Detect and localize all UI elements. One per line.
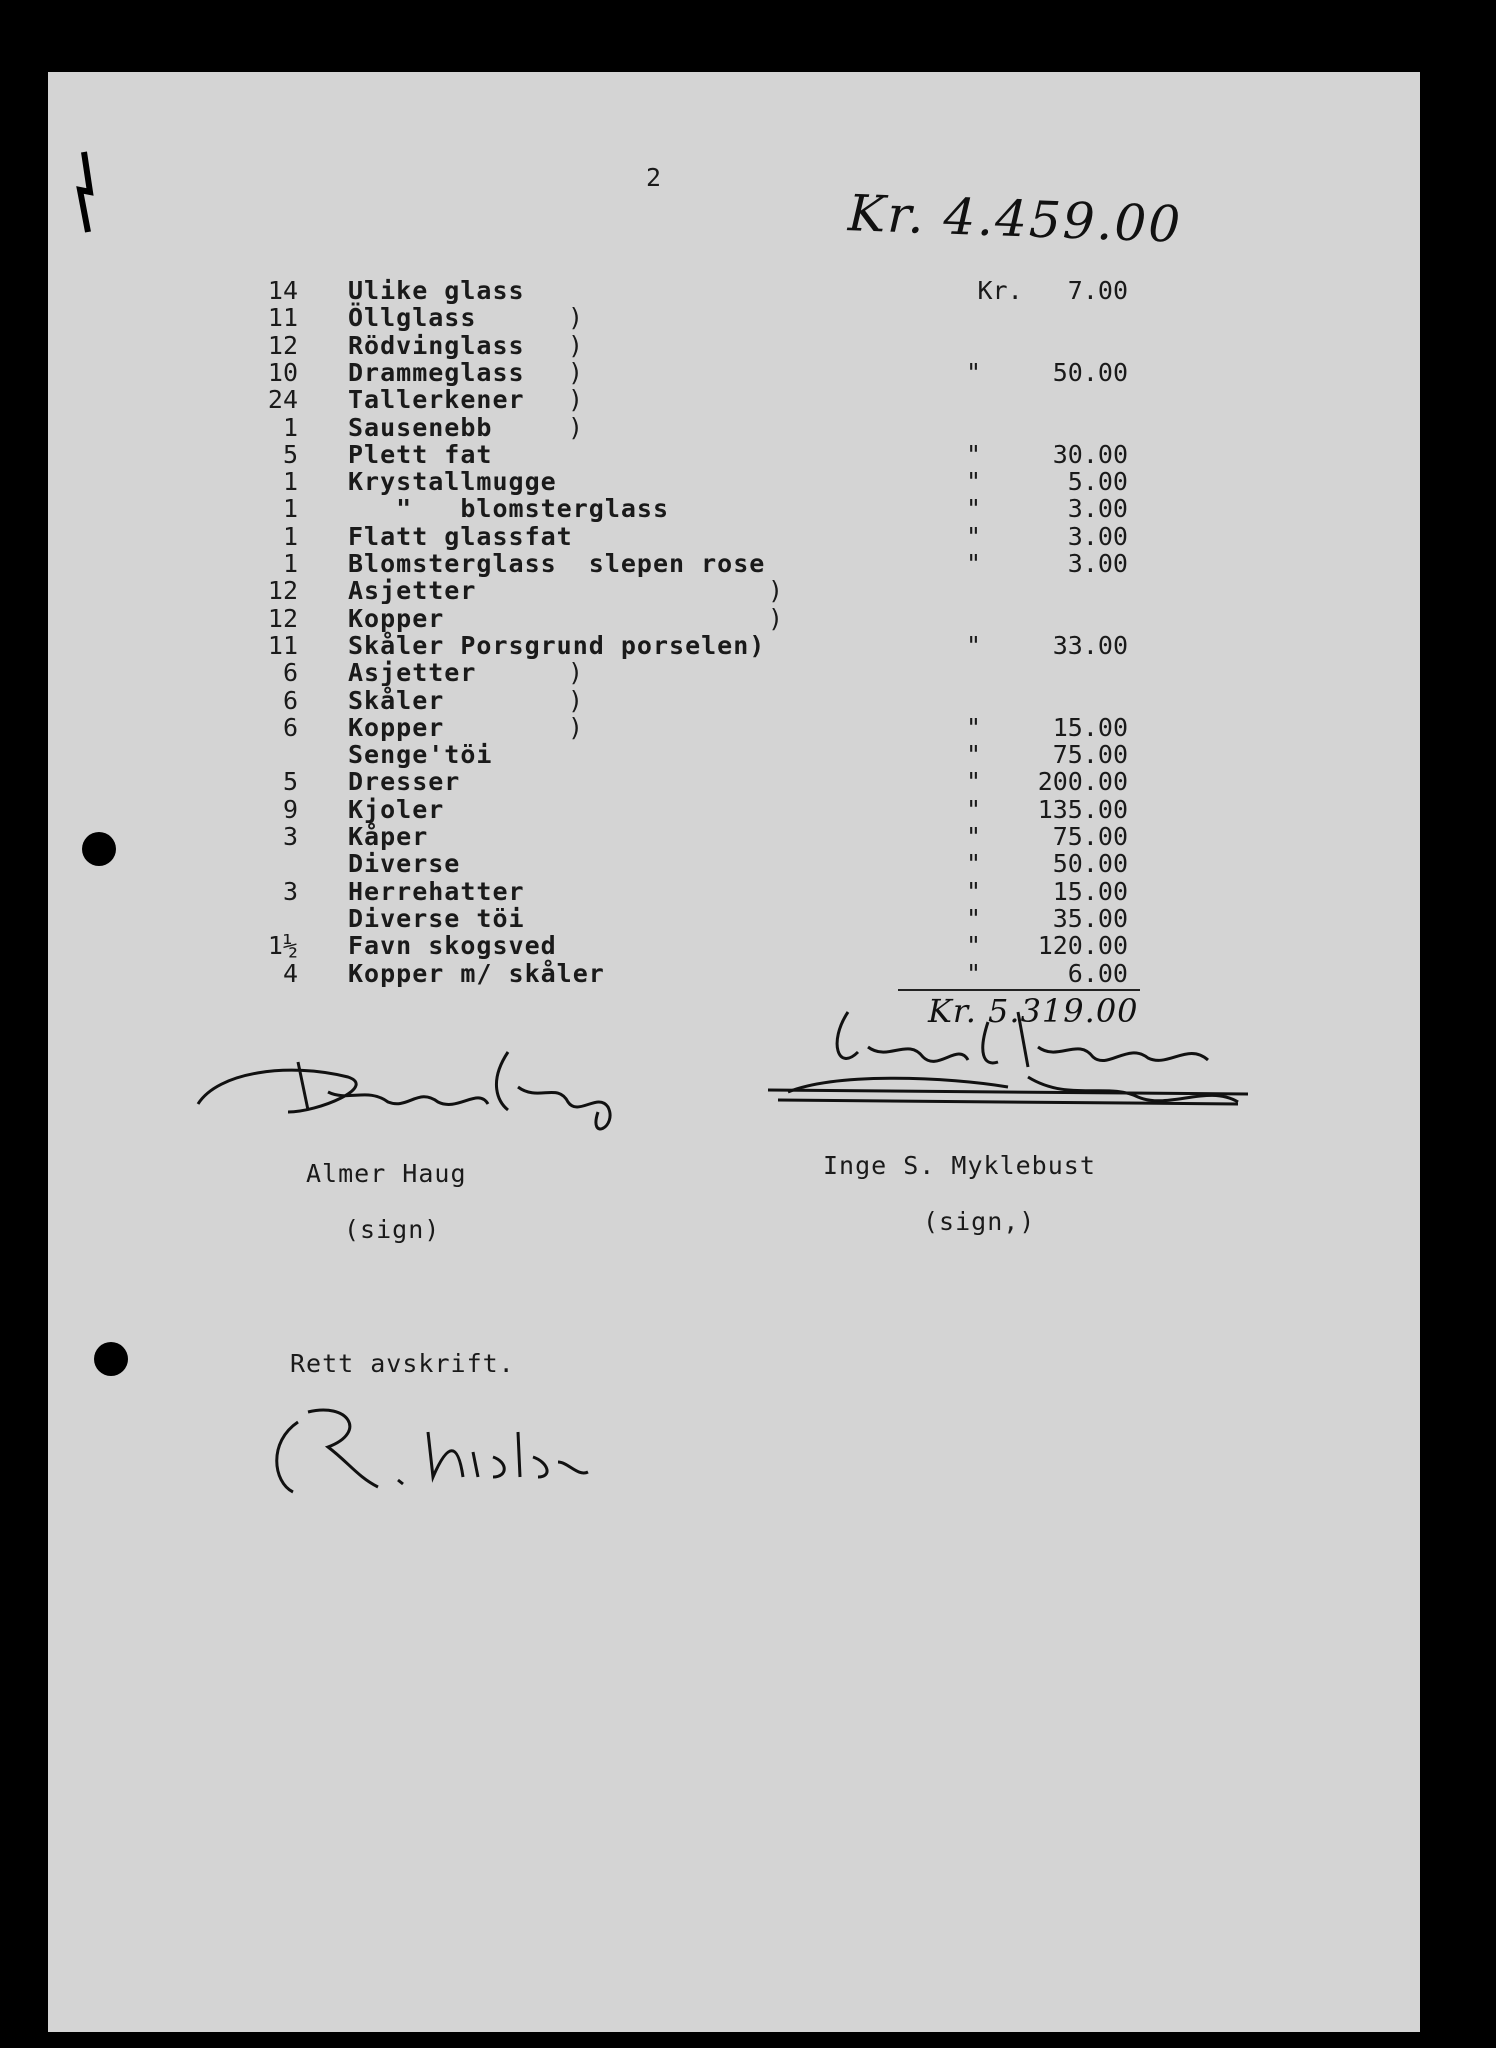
item-name: Kopper	[348, 712, 445, 742]
item-quantity: 3	[282, 822, 298, 851]
item-name: Asjetter	[348, 658, 477, 688]
item-quantity: 11	[267, 630, 298, 660]
ditto-mark: "	[966, 494, 982, 524]
item-amount: 35.00	[1052, 903, 1128, 933]
left-signature	[178, 1032, 638, 1152]
item-name: Favn skogsved	[348, 931, 557, 961]
ditto-mark: "	[966, 903, 982, 933]
page-number: 2	[646, 163, 663, 192]
item-name: Senge'töi	[348, 740, 493, 770]
right-signature	[748, 992, 1268, 1142]
page-edge-mark	[76, 152, 116, 232]
item-name: Drammeglass	[348, 357, 525, 387]
item-name: Blomsterglass slepen rose	[348, 549, 766, 578]
item-amount: 50.00	[1052, 849, 1128, 879]
ditto-mark: "	[966, 740, 982, 770]
item-name: Herrehatter	[348, 876, 525, 906]
total-underline	[898, 989, 1140, 991]
item-quantity: 1½	[267, 931, 298, 961]
group-bracket: )	[568, 357, 584, 387]
item-name: Plett fat	[348, 439, 493, 469]
item-amount: 3.00	[1067, 521, 1128, 551]
item-quantity: 1	[282, 494, 298, 524]
ditto-mark: "	[966, 876, 982, 906]
item-name: Öllglass	[348, 303, 477, 333]
left-signer-note: (sign)	[344, 1215, 441, 1244]
item-name: Diverse töi	[348, 903, 525, 933]
item-name: Kåper	[348, 822, 429, 851]
punch-hole-bottom	[94, 1342, 128, 1376]
ditto-mark: "	[966, 630, 982, 660]
item-amount: Kr. 7.00	[977, 276, 1128, 305]
punch-hole-top	[82, 832, 116, 866]
item-amount: 33.00	[1052, 630, 1128, 660]
item-name: " blomsterglass	[348, 494, 670, 524]
item-quantity: 11	[267, 303, 298, 333]
ditto-mark: "	[966, 958, 982, 988]
ditto-mark: "	[966, 931, 982, 961]
item-quantity: 12	[267, 603, 298, 633]
item-quantity: 1	[282, 521, 298, 551]
item-quantity: 12	[267, 330, 298, 360]
group-bracket: )	[768, 576, 784, 606]
item-amount: 135.00	[1037, 794, 1128, 824]
item-quantity: 5	[282, 767, 298, 797]
item-name: Skåler	[348, 685, 445, 715]
ditto-mark: "	[966, 822, 982, 851]
item-name: Skåler Porsgrund porselen)	[348, 630, 766, 660]
item-amount: 30.00	[1052, 439, 1128, 469]
group-bracket: )	[568, 330, 584, 360]
item-amount: 15.00	[1052, 712, 1128, 742]
group-bracket: )	[568, 412, 584, 442]
item-amount: 6.00	[1067, 958, 1128, 988]
item-quantity: 4	[282, 958, 298, 988]
item-quantity: 10	[267, 357, 298, 387]
item-name: Asjetter	[348, 576, 477, 606]
ditto-mark: "	[966, 467, 982, 497]
item-amount: 200.00	[1037, 767, 1128, 797]
ditto-mark: "	[966, 549, 982, 578]
ditto-mark: "	[966, 767, 982, 797]
item-amount: 120.00	[1037, 931, 1128, 961]
item-quantity: 24	[267, 385, 298, 415]
item-quantity: 1	[282, 549, 298, 578]
item-amount: 3.00	[1067, 549, 1128, 578]
item-name: Kopper m/ skåler	[348, 958, 605, 988]
item-name: Diverse	[348, 849, 461, 879]
item-name: Tallerkener	[348, 385, 525, 415]
item-amount: 3.00	[1067, 494, 1128, 524]
certifier-signature	[258, 1392, 598, 1502]
group-bracket: )	[568, 658, 584, 688]
item-amount: 50.00	[1052, 357, 1128, 387]
item-name: Dresser	[348, 767, 461, 797]
item-name: Rödvinglass	[348, 330, 525, 360]
ditto-mark: "	[966, 521, 982, 551]
group-bracket: )	[568, 685, 584, 715]
item-amount: 75.00	[1052, 822, 1128, 851]
item-name: Krystallmugge	[348, 467, 557, 497]
item-quantity: 14	[267, 276, 298, 305]
item-name: Kopper	[348, 603, 445, 633]
handwritten-final-total: Kr. 5.319.00	[928, 992, 1139, 1030]
item-name: Ulike glass	[348, 276, 525, 305]
item-name: Flatt glassfat	[348, 521, 573, 551]
ditto-mark: "	[966, 849, 982, 879]
certification-text: Rett avskrift.	[290, 1349, 515, 1378]
item-quantity: 6	[282, 712, 298, 742]
item-quantity: 3	[282, 876, 298, 906]
right-signer-note: (sign,)	[923, 1207, 1036, 1236]
group-bracket: )	[768, 603, 784, 633]
ditto-mark: "	[966, 712, 982, 742]
group-bracket: )	[568, 385, 584, 415]
item-quantity: 12	[267, 576, 298, 606]
ditto-mark: "	[966, 439, 982, 469]
document-page	[48, 72, 1420, 2032]
item-quantity: 6	[282, 685, 298, 715]
item-name: Kjoler	[348, 794, 445, 824]
ditto-mark: "	[966, 357, 982, 387]
item-name: Sausenebb	[348, 412, 493, 442]
item-amount: 75.00	[1052, 740, 1128, 770]
item-quantity: 1	[282, 412, 298, 442]
group-bracket: )	[568, 712, 584, 742]
right-signer-name: Inge S. Myklebust	[823, 1151, 1096, 1180]
item-quantity: 9	[282, 794, 298, 824]
item-amount: 5.00	[1067, 467, 1128, 497]
item-quantity: 1	[282, 467, 298, 497]
group-bracket: )	[568, 303, 584, 333]
item-amount: 15.00	[1052, 876, 1128, 906]
ditto-mark: "	[966, 794, 982, 824]
left-signer-name: Almer Haug	[306, 1159, 467, 1188]
handwritten-top-total: Kr. 4.459.00	[847, 184, 1184, 254]
item-quantity: 6	[282, 658, 298, 688]
item-quantity: 5	[282, 439, 298, 469]
